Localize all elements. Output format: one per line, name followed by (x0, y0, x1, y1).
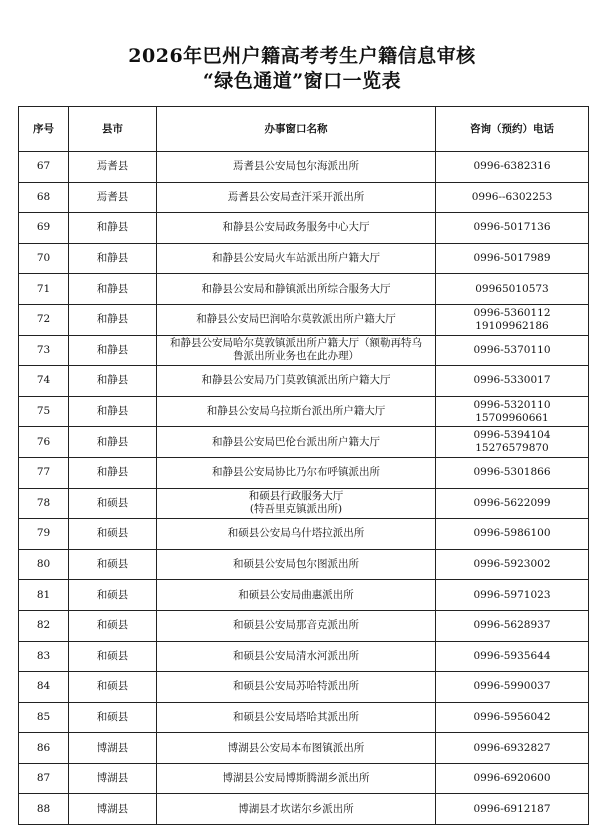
cell-serial-number: 72 (19, 304, 69, 335)
table-row (19, 549, 589, 580)
header-serial-number: 序号 (19, 107, 69, 152)
cell-serial-number: 74 (19, 366, 69, 397)
cell-serial-number: 86 (19, 733, 69, 764)
cell-county: 焉耆县 (69, 152, 157, 183)
cell-county: 博湖县 (69, 733, 157, 764)
cell-office-name (157, 672, 436, 703)
cell-county: 和硕县 (69, 488, 157, 519)
phone-number: 0996-5394104 (473, 429, 551, 442)
office-name-line: 博湖县公安局博斯腾湖乡派出所 (222, 772, 370, 785)
cell-phone (436, 304, 589, 335)
cell-serial-number: 71 (19, 274, 69, 305)
cell-office-name (157, 335, 436, 366)
table-row (19, 274, 589, 305)
cell-serial-number: 85 (19, 702, 69, 733)
cell-office-name (157, 641, 436, 672)
office-table (18, 106, 589, 825)
cell-phone (436, 213, 589, 244)
cell-serial-number: 70 (19, 243, 69, 274)
cell-serial-number: 83 (19, 641, 69, 672)
office-name-line: 焉耆县公安局包尔海派出所 (233, 160, 359, 173)
cell-serial-number: 77 (19, 457, 69, 488)
cell-office-name (157, 733, 436, 764)
cell-serial-number: 69 (19, 213, 69, 244)
office-name-line: 博湖县公安局本布图镇派出所 (227, 741, 365, 754)
cell-phone (436, 152, 589, 183)
cell-office-name (157, 610, 436, 641)
cell-phone (436, 488, 589, 519)
table-row (19, 457, 589, 488)
cell-office-name (157, 152, 436, 183)
table-row (19, 702, 589, 733)
cell-county: 和硕县 (69, 702, 157, 733)
table-row (19, 152, 589, 183)
cell-office-name (157, 427, 436, 458)
table-row (19, 213, 589, 244)
cell-phone (436, 366, 589, 397)
table-row (19, 610, 589, 641)
cell-county: 和静县 (69, 243, 157, 274)
table-row (19, 733, 589, 764)
phone-number: 09965010573 (475, 282, 549, 295)
phone-number: 0996-5017136 (473, 221, 551, 234)
office-name-line: 和硕县行政服务大厅 (248, 490, 344, 503)
cell-office-name (157, 213, 436, 244)
phone-number: 0996-5935644 (473, 649, 551, 662)
office-name-line: 和硕县公安局塔哈其派出所 (233, 710, 359, 723)
table-row (19, 335, 589, 366)
cell-serial-number: 68 (19, 182, 69, 213)
header-office-name: 办事窗口名称 (157, 107, 436, 152)
table-row (19, 396, 589, 427)
phone-number: 0996-5990037 (473, 680, 551, 693)
cell-phone (436, 427, 589, 458)
office-name-line: 焉耆县公安局查汗采开派出所 (227, 190, 365, 203)
phone-number: 0996-5330017 (473, 374, 551, 387)
table-row (19, 672, 589, 703)
phone-number: 15709960661 (475, 411, 549, 424)
phone-number: 0996-5986100 (473, 527, 551, 540)
phone-number: 0996-6932827 (473, 741, 551, 754)
cell-office-name (157, 794, 436, 825)
cell-serial-number: 81 (19, 580, 69, 611)
cell-office-name (157, 519, 436, 550)
cell-serial-number: 78 (19, 488, 69, 519)
cell-county: 和静县 (69, 335, 157, 366)
cell-county: 和静县 (69, 366, 157, 397)
phone-number: 0996-5622099 (473, 496, 551, 509)
office-name-line: 和硕县公安局曲惠派出所 (238, 588, 354, 601)
cell-serial-number: 84 (19, 672, 69, 703)
phone-number: 0996-6382316 (473, 160, 551, 173)
cell-county: 和硕县 (69, 519, 157, 550)
cell-phone (436, 243, 589, 274)
phone-number: 0996-6920600 (473, 772, 551, 785)
cell-county: 博湖县 (69, 794, 157, 825)
phone-number: 0996--6302253 (471, 190, 553, 203)
office-name-line: 和静县公安局巴伦台派出所户籍大厅 (212, 435, 380, 448)
office-name-line: 和静县公安局哈尔莫敦镇派出所户籍大厅（额勒再特乌 (170, 337, 422, 350)
cell-serial-number: 88 (19, 794, 69, 825)
cell-serial-number: 73 (19, 335, 69, 366)
office-name-line: 和硕县公安局包尔图派出所 (233, 558, 359, 571)
cell-serial-number: 76 (19, 427, 69, 458)
office-name-line: 和硕县公安局清水河派出所 (233, 649, 359, 662)
cell-serial-number: 79 (19, 519, 69, 550)
phone-number: 19109962186 (475, 319, 549, 332)
office-name-line: 和静县公安局乃门莫敦镇派出所户籍大厅 (201, 374, 391, 387)
phone-number: 0996-5360112 (473, 306, 551, 319)
cell-phone (436, 396, 589, 427)
phone-number: 15276579870 (475, 442, 549, 455)
cell-office-name (157, 182, 436, 213)
cell-serial-number: 80 (19, 549, 69, 580)
office-name-line: 和静县公安局巴润哈尔莫敦派出所户籍大厅 (196, 313, 396, 326)
table-row (19, 488, 589, 519)
table-row (19, 580, 589, 611)
phone-number: 0996-5301866 (473, 466, 551, 479)
cell-office-name (157, 396, 436, 427)
page-title: 2026年巴州户籍高考考生户籍信息审核 (128, 45, 476, 67)
cell-phone (436, 672, 589, 703)
cell-serial-number: 67 (19, 152, 69, 183)
cell-phone (436, 457, 589, 488)
cell-office-name (157, 366, 436, 397)
cell-serial-number: 82 (19, 610, 69, 641)
office-name-line: 和硕县公安局那音克派出所 (233, 619, 359, 632)
cell-county: 和静县 (69, 396, 157, 427)
cell-county: 和硕县 (69, 580, 157, 611)
table-row (19, 763, 589, 794)
cell-office-name (157, 457, 436, 488)
phone-number: 0996-6912187 (473, 802, 551, 815)
phone-number: 0996-5628937 (473, 619, 551, 632)
office-name-line: 和静县公安局和静镇派出所综合服务大厅 (201, 282, 391, 295)
cell-county: 和静县 (69, 274, 157, 305)
office-name-line: 和静县公安局火车站派出所户籍大厅 (212, 252, 380, 265)
table-header-row (19, 107, 589, 152)
table-row (19, 519, 589, 550)
office-name-line: 和硕县公安局苏哈特派出所 (233, 680, 359, 693)
office-name-line: (特吾里克镇派出所) (249, 503, 343, 516)
phone-number: 0996-5320110 (473, 398, 551, 411)
office-name-line: 和静县公安局乌拉斯台派出所户籍大厅 (206, 405, 386, 418)
cell-office-name (157, 549, 436, 580)
cell-county: 和硕县 (69, 672, 157, 703)
cell-phone (436, 580, 589, 611)
cell-office-name (157, 243, 436, 274)
cell-office-name (157, 702, 436, 733)
table-row (19, 794, 589, 825)
phone-number: 0996-5971023 (473, 588, 551, 601)
table-row (19, 366, 589, 397)
cell-phone (436, 549, 589, 580)
cell-county: 和静县 (69, 457, 157, 488)
cell-serial-number: 75 (19, 396, 69, 427)
cell-county: 和静县 (69, 304, 157, 335)
phone-number: 0996-5370110 (473, 343, 551, 356)
office-name-line: 鲁派出所业务也在此办理） (233, 350, 359, 363)
table-row (19, 243, 589, 274)
cell-serial-number: 87 (19, 763, 69, 794)
table-row (19, 304, 589, 335)
cell-phone (436, 794, 589, 825)
cell-phone (436, 519, 589, 550)
cell-phone (436, 274, 589, 305)
cell-county: 焉耆县 (69, 182, 157, 213)
office-name-line: 和静县公安局协比乃尔布呼镇派出所 (212, 466, 380, 479)
cell-county: 和静县 (69, 213, 157, 244)
table-row (19, 427, 589, 458)
page-subtitle: “绿色通道”窗口一览表 (202, 70, 402, 92)
cell-phone (436, 702, 589, 733)
cell-phone (436, 733, 589, 764)
office-name-line: 博湖县才坎诺尔乡派出所 (238, 802, 354, 815)
cell-phone (436, 610, 589, 641)
cell-county: 和硕县 (69, 641, 157, 672)
office-name-line: 和硕县公安局乌什塔拉派出所 (227, 527, 365, 540)
header-county: 县市 (69, 107, 157, 152)
cell-phone (436, 182, 589, 213)
cell-phone (436, 641, 589, 672)
phone-number: 0996-5017989 (473, 252, 551, 265)
cell-county: 和硕县 (69, 610, 157, 641)
table-row (19, 641, 589, 672)
cell-office-name (157, 274, 436, 305)
header-phone: 咨询（预约）电话 (436, 107, 589, 152)
cell-phone (436, 335, 589, 366)
phone-number: 0996-5923002 (473, 558, 551, 571)
cell-county: 和硕县 (69, 549, 157, 580)
table-row (19, 182, 589, 213)
cell-office-name (157, 580, 436, 611)
office-name-line: 和静县公安局政务服务中心大厅 (222, 221, 370, 234)
cell-office-name (157, 304, 436, 335)
cell-phone (436, 763, 589, 794)
cell-office-name (157, 763, 436, 794)
cell-county: 和静县 (69, 427, 157, 458)
phone-number: 0996-5956042 (473, 710, 551, 723)
cell-county: 博湖县 (69, 763, 157, 794)
cell-office-name (157, 488, 436, 519)
